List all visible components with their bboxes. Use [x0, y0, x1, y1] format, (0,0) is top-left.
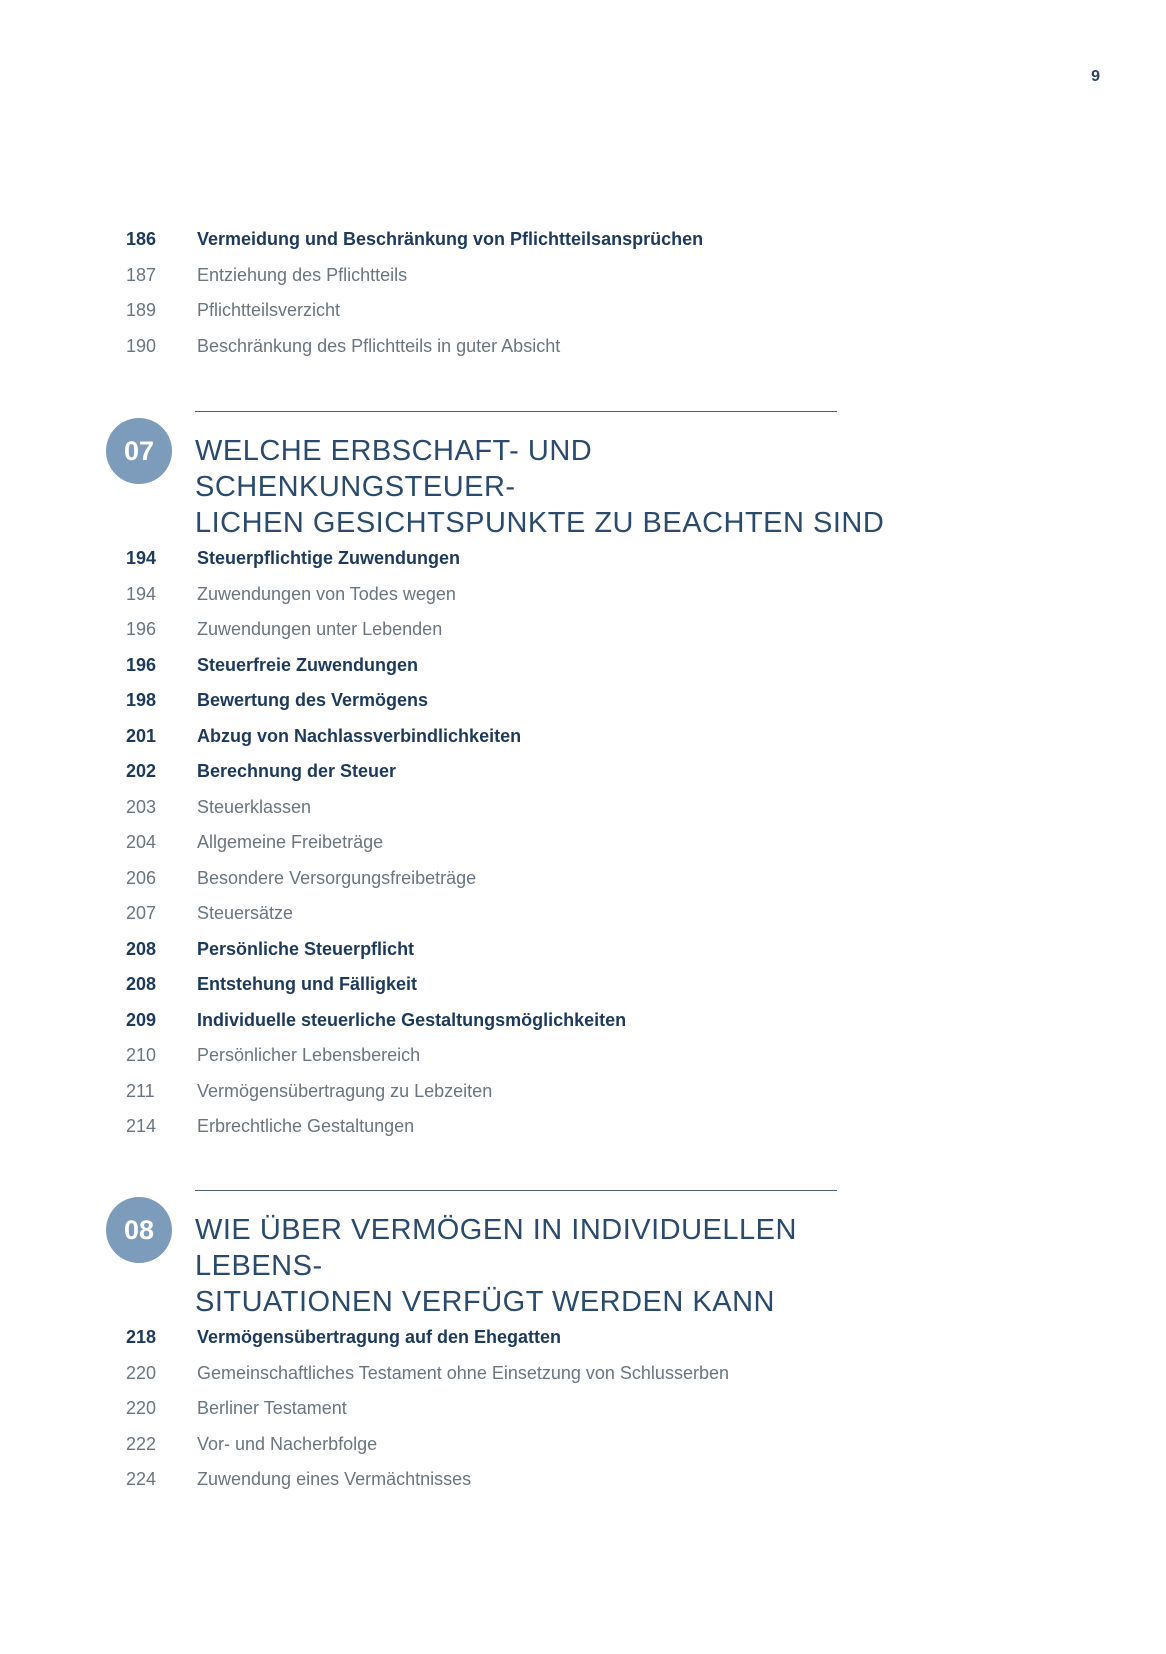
chapter-title[interactable]: [195, 433, 895, 541]
chapter-number-badge: 08: [106, 1197, 172, 1263]
toc-entry-title: Berechnung der Steuer: [197, 761, 397, 781]
toc-entry-title: Entziehung des Pflichtteils: [197, 264, 408, 285]
toc-page-number: 204: [126, 832, 157, 852]
toc-page-number: 207: [126, 903, 157, 923]
toc-page-number: 201: [126, 725, 157, 746]
toc-entry-title: Besondere Versorgungsfreibeträge: [197, 867, 477, 888]
toc-entry-title: Entstehung und Fälligkeit: [197, 974, 417, 994]
toc-page-number: 209: [126, 1009, 157, 1030]
chapter-title-line: SITUATIONEN VERFÜGT WERDEN KANN: [195, 1286, 775, 1318]
toc-page-number: 198: [126, 690, 157, 710]
toc-entry-title: Zuwendungen von Todes wegen: [197, 583, 456, 604]
chapter-number-badge: 07: [106, 418, 172, 484]
toc-entry-title: Bewertung des Vermögens: [197, 690, 429, 710]
toc-page-number: 220: [126, 1398, 157, 1418]
toc-entry-title: Gemeinschaftliches Testament ohne Einsetzung von Schlusserben: [197, 1362, 729, 1383]
chapter-divider: [195, 1190, 837, 1191]
toc-entry-title: Steuerfreie Zuwendungen: [197, 654, 419, 675]
toc-entry-title: Vermeidung und Beschränkung von Pflichtteilsansprüchen: [197, 229, 704, 249]
toc-page-number: 218: [126, 1327, 157, 1347]
toc-page-number: 187: [126, 264, 157, 285]
toc-page-number: 224: [126, 1469, 157, 1489]
toc-page-number: 222: [126, 1433, 157, 1454]
toc-entry-title: Zuwendung eines Vermächtnisses: [197, 1469, 472, 1489]
chapter-title-line: LICHEN GESICHTSPUNKTE ZU BEACHTEN SIND: [195, 507, 885, 539]
toc-entry-title: Berliner Testament: [197, 1398, 347, 1418]
toc-entry-title: Abzug von Nachlassverbindlichkeiten: [197, 725, 522, 746]
toc-entry-title: Vermögensübertragung auf den Ehegatten: [197, 1327, 562, 1347]
toc-entry-title: Zuwendungen unter Lebenden: [197, 619, 443, 639]
toc-entry-title: Steuerklassen: [197, 796, 312, 817]
toc-entry-title: Steuerpflichtige Zuwendungen: [197, 548, 461, 568]
toc-entry-title: Erbrechtliche Gestaltungen: [197, 1116, 415, 1136]
toc-page-number: 190: [126, 335, 157, 356]
toc-entry-title: Individuelle steuerliche Gestaltungsmöglichkeiten: [197, 1009, 627, 1030]
toc-page-number: 206: [126, 867, 157, 888]
chapter-title-line: WELCHE ERBSCHAFT- UND SCHENKUNGSTEUER-: [195, 435, 593, 503]
toc-entry-title: Beschränkung des Pflichtteils in guter Absicht: [197, 335, 561, 356]
toc-page-number: 220: [126, 1362, 157, 1383]
toc-entry-title: Persönliche Steuerpflicht: [197, 938, 415, 959]
toc-page-number: 196: [126, 619, 157, 639]
toc-page-number: 194: [126, 548, 157, 568]
toc-entry-title: Vermögensübertragung zu Lebzeiten: [197, 1080, 493, 1101]
toc-page-number: 214: [126, 1116, 157, 1136]
toc-page-number: 194: [126, 583, 157, 604]
toc-page-number: 202: [126, 761, 157, 781]
page-number: 9: [1091, 68, 1100, 85]
toc-page-number: 196: [126, 654, 157, 675]
toc-entry-title: Steuersätze: [197, 903, 294, 923]
toc-page-number: 203: [126, 796, 157, 817]
toc-page-number: 186: [126, 229, 157, 249]
toc-entry-title: Vor- und Nacherbfolge: [197, 1433, 378, 1454]
chapter-title[interactable]: [195, 1212, 895, 1320]
toc-entry-title: Allgemeine Freibeträge: [197, 832, 384, 852]
chapter-divider: [195, 411, 837, 412]
toc-entry-title: Persönlicher Lebensbereich: [197, 1045, 421, 1065]
toc-page-number: 211: [126, 1080, 155, 1101]
toc-page-number: 208: [126, 974, 157, 994]
toc-page-number: 210: [126, 1045, 157, 1065]
chapter-title-line: WIE ÜBER VERMÖGEN IN INDIVIDUELLEN LEBENS-: [195, 1214, 797, 1282]
toc-page-number: 189: [126, 300, 157, 320]
toc-page-number: 208: [126, 938, 157, 959]
toc-entry-title: Pflichtteilsverzicht: [197, 300, 341, 320]
